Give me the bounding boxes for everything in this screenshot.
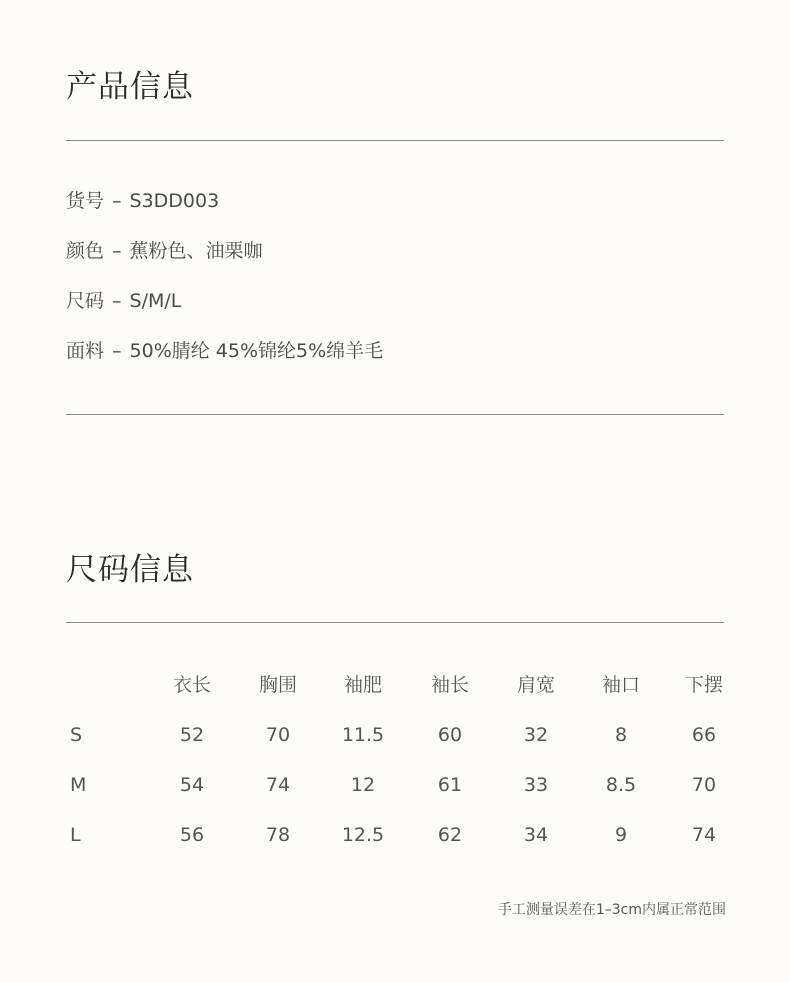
table-cell: 56 <box>179 824 205 846</box>
table-cell: 74 <box>265 774 291 796</box>
table-cell: 60 <box>437 724 463 746</box>
info-row-size <box>66 292 181 311</box>
info-label: 尺码 <box>66 290 105 312</box>
divider <box>66 622 724 623</box>
divider <box>66 414 724 415</box>
table-cell: 54 <box>179 774 205 796</box>
table-cell: 61 <box>437 774 463 796</box>
table-cell: 66 <box>691 724 717 746</box>
table-cell: 8.5 <box>605 774 637 796</box>
column-header: 袖肥 <box>343 674 382 696</box>
info-label: 货号 <box>66 190 105 212</box>
row-size-label: L <box>70 824 81 846</box>
table-cell: 8 <box>614 724 628 746</box>
info-separator: – <box>112 190 122 212</box>
table-cell: 11.5 <box>341 724 385 746</box>
info-row-item-number <box>66 192 219 211</box>
table-cell: 12 <box>350 774 376 796</box>
column-header: 袖口 <box>601 674 640 696</box>
measurement-note: 手工测量误差在1–3cm内属正常范围 <box>497 902 726 918</box>
table-cell: 52 <box>179 724 205 746</box>
column-header: 胸围 <box>258 674 297 696</box>
column-header: 袖长 <box>430 674 469 696</box>
table-cell: 78 <box>265 824 291 846</box>
column-header: 衣长 <box>172 674 211 696</box>
column-header: 肩宽 <box>516 674 555 696</box>
table-cell: 70 <box>691 774 717 796</box>
info-value: 蕉粉色、油栗咖 <box>129 240 263 262</box>
info-value: 50%腈纶 45%锦纶5%绵羊毛 <box>129 340 384 362</box>
table-cell: 12.5 <box>341 824 385 846</box>
table-cell: 70 <box>265 724 291 746</box>
table-row <box>66 812 728 862</box>
table-row <box>66 762 728 812</box>
info-separator: – <box>112 340 122 362</box>
product-info-title: 产品信息 <box>66 69 194 105</box>
size-table <box>66 662 728 862</box>
info-label: 面料 <box>66 340 105 362</box>
row-size-label: S <box>70 724 83 746</box>
table-row <box>66 712 728 762</box>
divider <box>66 140 724 141</box>
info-separator: – <box>112 290 122 312</box>
table-cell: 9 <box>614 824 628 846</box>
info-value: S3DD003 <box>129 190 220 212</box>
row-size-label: M <box>70 774 87 796</box>
table-cell: 74 <box>691 824 717 846</box>
info-label: 颜色 <box>66 240 105 262</box>
column-header: 下摆 <box>684 674 723 696</box>
table-cell: 32 <box>523 724 549 746</box>
info-separator: – <box>112 240 122 262</box>
table-cell: 34 <box>523 824 549 846</box>
info-row-color <box>66 242 263 261</box>
size-info-title: 尺码信息 <box>66 552 194 588</box>
table-cell: 62 <box>437 824 463 846</box>
table-cell: 33 <box>523 774 549 796</box>
table-header-row <box>66 662 728 712</box>
info-row-fabric <box>66 342 383 361</box>
info-value: S/M/L <box>129 290 182 312</box>
